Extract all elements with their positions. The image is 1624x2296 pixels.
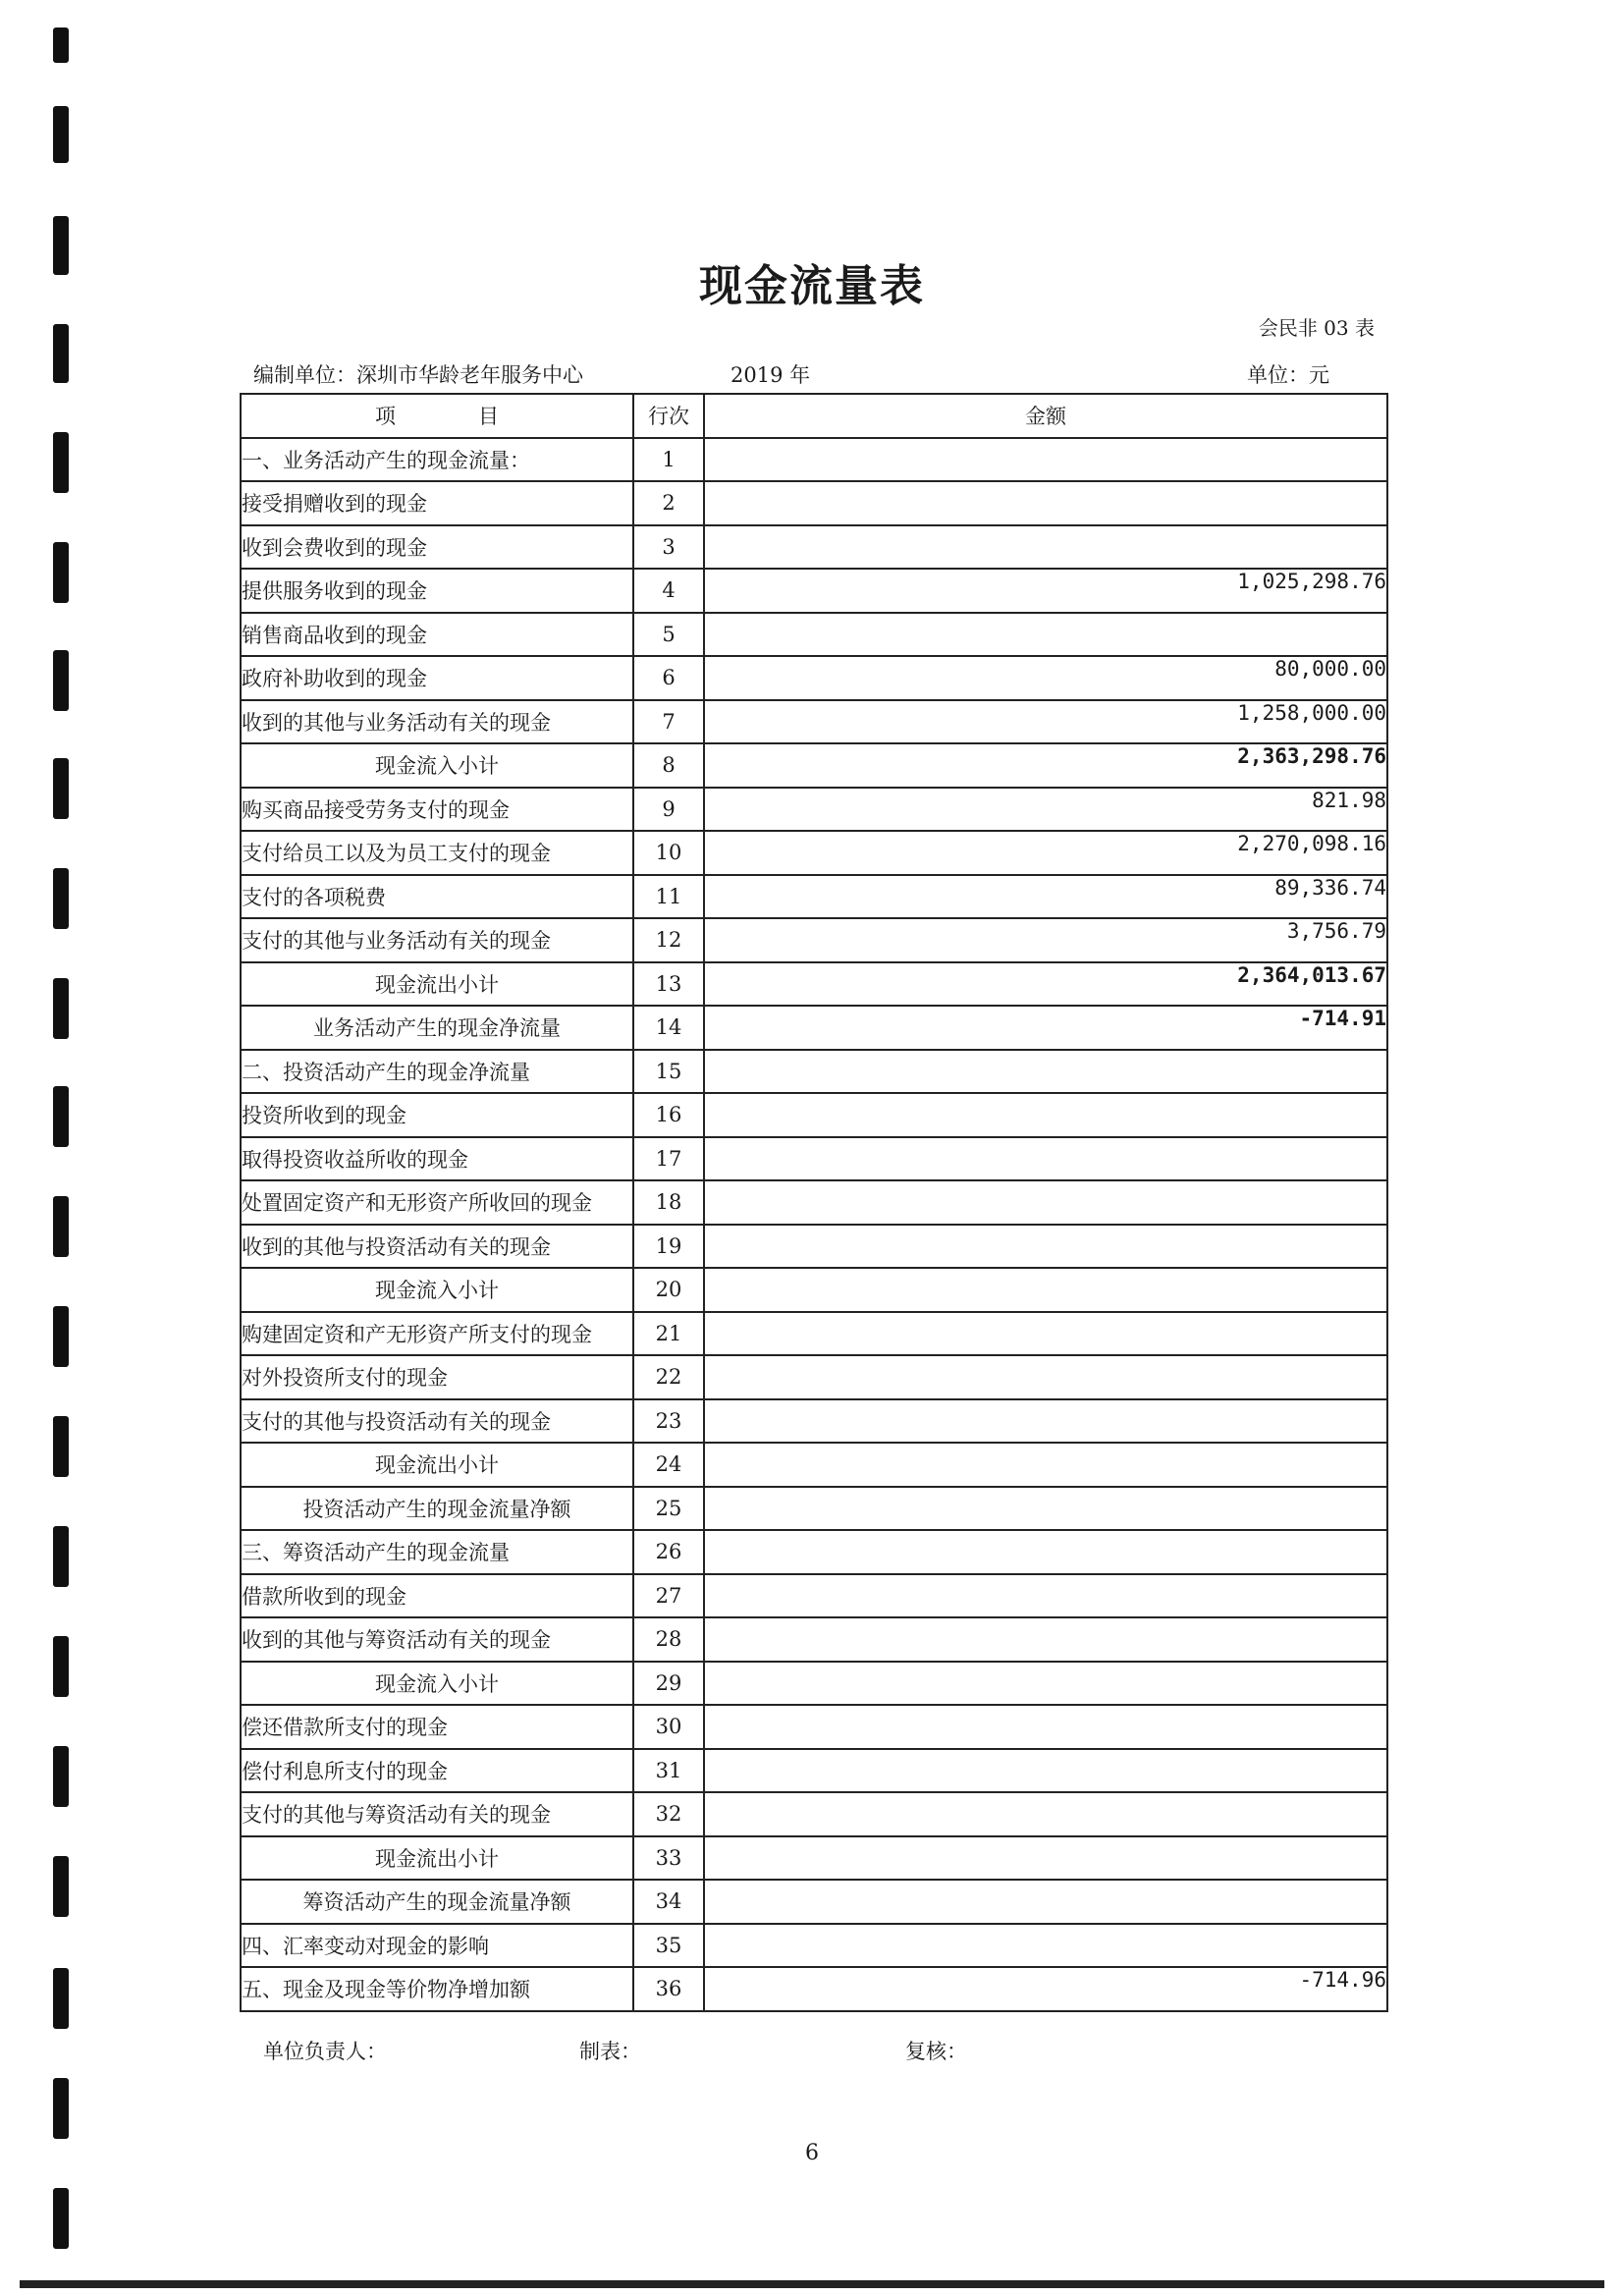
binding-mark: [53, 758, 69, 819]
row-amount: [704, 613, 1387, 657]
table-row: [241, 918, 1387, 962]
row-amount: [704, 1792, 1387, 1836]
row-amount: 2,270,098.16: [704, 831, 1387, 875]
row-line-number: 35: [633, 1924, 704, 1968]
row-item: 收到的其他与投资活动有关的现金: [241, 1225, 633, 1269]
row-line-number: 31: [633, 1749, 704, 1793]
row-item: 四、汇率变动对现金的影响: [241, 1924, 633, 1968]
row-item: 对外投资所支付的现金: [241, 1355, 633, 1399]
row-line-number: 16: [633, 1093, 704, 1137]
row-line-number: 26: [633, 1530, 704, 1574]
row-item: 现金流出小计: [241, 1443, 633, 1487]
row-amount: [704, 1749, 1387, 1793]
row-item: 现金流出小计: [241, 1836, 633, 1881]
row-amount: [704, 1574, 1387, 1618]
row-item: 现金流出小计: [241, 962, 633, 1007]
row-line-number: 21: [633, 1312, 704, 1356]
table-row: [241, 1180, 1387, 1225]
row-item: 五、现金及现金等价物净增加额: [241, 1967, 633, 2011]
row-amount: 3,756.79: [704, 918, 1387, 962]
row-item: 借款所收到的现金: [241, 1574, 633, 1618]
row-item: 收到的其他与业务活动有关的现金: [241, 700, 633, 744]
column-header-amount: 金额: [704, 394, 1387, 438]
row-line-number: 27: [633, 1574, 704, 1618]
row-item: 政府补助收到的现金: [241, 656, 633, 700]
row-line-number: 13: [633, 962, 704, 1007]
row-item: 二、投资活动产生的现金净流量: [241, 1050, 633, 1094]
row-line-number: 7: [633, 700, 704, 744]
table-row: [241, 1355, 1387, 1399]
table-row: [241, 1880, 1387, 1924]
row-item: 支付的各项税费: [241, 875, 633, 919]
row-line-number: 9: [633, 788, 704, 832]
row-item: 偿付利息所支付的现金: [241, 1749, 633, 1793]
row-amount: [704, 438, 1387, 482]
table-row: [241, 743, 1387, 788]
row-item: 三、筹资活动产生的现金流量: [241, 1530, 633, 1574]
table-row: [241, 613, 1387, 657]
row-line-number: 8: [633, 743, 704, 788]
table-header-row: [241, 394, 1387, 438]
footer-reviewed-by: 复核：: [905, 2040, 967, 2063]
binding-mark: [53, 650, 69, 711]
binding-mark: [53, 542, 69, 603]
row-amount: -714.91: [704, 1006, 1387, 1050]
row-item: 接受捐赠收到的现金: [241, 481, 633, 525]
row-line-number: 15: [633, 1050, 704, 1094]
row-line-number: 14: [633, 1006, 704, 1050]
binding-mark: [53, 1416, 69, 1477]
table-row: [241, 1093, 1387, 1137]
row-amount: [704, 1662, 1387, 1706]
row-line-number: 19: [633, 1225, 704, 1269]
row-line-number: 24: [633, 1443, 704, 1487]
binding-mark: [53, 1196, 69, 1257]
table-row: [241, 481, 1387, 525]
binding-mark: [53, 1636, 69, 1697]
compiling-unit: 编制单位：深圳市华龄老年服务中心: [253, 363, 583, 387]
table-row: [241, 1487, 1387, 1531]
footer-head-of-unit: 单位负责人：: [263, 2040, 387, 2063]
binding-mark: [53, 1306, 69, 1367]
row-amount: 2,364,013.67: [704, 962, 1387, 1007]
row-line-number: 18: [633, 1180, 704, 1225]
row-amount: [704, 1836, 1387, 1881]
row-line-number: 11: [633, 875, 704, 919]
table-row: [241, 1225, 1387, 1269]
row-amount: [704, 1399, 1387, 1444]
row-item: 偿还借款所支付的现金: [241, 1705, 633, 1749]
form-code: 会民非 03 表: [1258, 316, 1375, 340]
row-amount: [704, 525, 1387, 570]
row-line-number: 10: [633, 831, 704, 875]
row-line-number: 17: [633, 1137, 704, 1181]
bottom-rule: [20, 2280, 1604, 2288]
row-amount: 1,025,298.76: [704, 569, 1387, 613]
table-row: [241, 1443, 1387, 1487]
currency-unit: 单位：元: [1247, 363, 1329, 387]
binding-mark: [53, 1968, 69, 2029]
row-amount: [704, 1093, 1387, 1137]
row-item: 购建固定资和产无形资产所支付的现金: [241, 1312, 633, 1356]
binding-mark: [53, 106, 69, 163]
row-line-number: 6: [633, 656, 704, 700]
row-item: 支付的其他与业务活动有关的现金: [241, 918, 633, 962]
row-amount: [704, 481, 1387, 525]
table-row: [241, 1399, 1387, 1444]
row-amount: [704, 1312, 1387, 1356]
row-item: 投资活动产生的现金流量净额: [241, 1487, 633, 1531]
table-row: [241, 1137, 1387, 1181]
row-line-number: 4: [633, 569, 704, 613]
row-amount: [704, 1530, 1387, 1574]
table-row: [241, 788, 1387, 832]
row-amount: -714.96: [704, 1967, 1387, 2011]
binding-mark: [53, 324, 69, 383]
binding-mark: [53, 2188, 69, 2249]
table-row: [241, 569, 1387, 613]
table-row: [241, 656, 1387, 700]
table-row: [241, 1749, 1387, 1793]
row-amount: [704, 1487, 1387, 1531]
table-row: [241, 1617, 1387, 1662]
row-item: 支付的其他与筹资活动有关的现金: [241, 1792, 633, 1836]
table-row: [241, 1662, 1387, 1706]
table-row: [241, 1050, 1387, 1094]
table-row: [241, 525, 1387, 570]
row-amount: [704, 1137, 1387, 1181]
row-amount: 80,000.00: [704, 656, 1387, 700]
row-amount: [704, 1880, 1387, 1924]
cash-flow-table: [240, 393, 1388, 2012]
row-line-number: 30: [633, 1705, 704, 1749]
row-amount: 1,258,000.00: [704, 700, 1387, 744]
table-row: [241, 1924, 1387, 1968]
report-year: 2019 年: [731, 363, 811, 387]
footer-prepared-by: 制表：: [579, 2040, 641, 2063]
row-line-number: 5: [633, 613, 704, 657]
row-amount: [704, 1617, 1387, 1662]
binding-mark: [53, 868, 69, 929]
binding-mark: [53, 1086, 69, 1147]
row-item: 销售商品收到的现金: [241, 613, 633, 657]
row-amount: [704, 1355, 1387, 1399]
row-item: 现金流入小计: [241, 1662, 633, 1706]
table-row: [241, 1530, 1387, 1574]
row-item: 现金流入小计: [241, 743, 633, 788]
row-item: 收到会费收到的现金: [241, 525, 633, 570]
row-amount: 2,363,298.76: [704, 743, 1387, 788]
table-row: [241, 1705, 1387, 1749]
row-amount: [704, 1443, 1387, 1487]
table-row: [241, 1006, 1387, 1050]
table-row: [241, 1967, 1387, 2011]
row-line-number: 36: [633, 1967, 704, 2011]
row-amount: [704, 1268, 1387, 1312]
table-row: [241, 1312, 1387, 1356]
row-amount: 89,336.74: [704, 875, 1387, 919]
row-item: 现金流入小计: [241, 1268, 633, 1312]
row-item: 业务活动产生的现金净流量: [241, 1006, 633, 1050]
page-title: 现金流量表: [699, 261, 925, 311]
row-item: 取得投资收益所收的现金: [241, 1137, 633, 1181]
table-row: [241, 1836, 1387, 1881]
row-line-number: 28: [633, 1617, 704, 1662]
row-item: 支付给员工以及为员工支付的现金: [241, 831, 633, 875]
row-line-number: 33: [633, 1836, 704, 1881]
row-item: 购买商品接受劳务支付的现金: [241, 788, 633, 832]
row-line-number: 2: [633, 481, 704, 525]
row-line-number: 20: [633, 1268, 704, 1312]
column-header-item: 项 目: [241, 394, 633, 438]
row-line-number: 1: [633, 438, 704, 482]
table-row: [241, 1268, 1387, 1312]
row-amount: [704, 1225, 1387, 1269]
row-line-number: 25: [633, 1487, 704, 1531]
row-line-number: 34: [633, 1880, 704, 1924]
row-item: 投资所收到的现金: [241, 1093, 633, 1137]
row-item: 提供服务收到的现金: [241, 569, 633, 613]
row-amount: [704, 1180, 1387, 1225]
row-item: 支付的其他与投资活动有关的现金: [241, 1399, 633, 1444]
binding-mark: [53, 1526, 69, 1587]
binding-mark: [53, 432, 69, 493]
table-row: [241, 700, 1387, 744]
row-line-number: 12: [633, 918, 704, 962]
row-item: 一、业务活动产生的现金流量：: [241, 438, 633, 482]
row-line-number: 23: [633, 1399, 704, 1444]
row-item: 收到的其他与筹资活动有关的现金: [241, 1617, 633, 1662]
page-number: 6: [805, 2141, 819, 2165]
column-header-line: 行次: [633, 394, 704, 438]
table-row: [241, 1574, 1387, 1618]
row-amount: [704, 1924, 1387, 1968]
row-amount: [704, 1050, 1387, 1094]
binding-mark: [53, 27, 69, 63]
table-row: [241, 438, 1387, 482]
row-amount: [704, 1705, 1387, 1749]
row-line-number: 32: [633, 1792, 704, 1836]
row-line-number: 22: [633, 1355, 704, 1399]
table-row: [241, 831, 1387, 875]
row-line-number: 3: [633, 525, 704, 570]
table-row: [241, 1792, 1387, 1836]
row-amount: 821.98: [704, 788, 1387, 832]
binding-mark: [53, 978, 69, 1039]
binding-mark: [53, 2078, 69, 2139]
table-row: [241, 875, 1387, 919]
binding-mark: [53, 1856, 69, 1917]
binding-mark: [53, 1746, 69, 1807]
table-body: [241, 438, 1387, 2011]
row-item: 筹资活动产生的现金流量净额: [241, 1880, 633, 1924]
table-row: [241, 962, 1387, 1007]
row-line-number: 29: [633, 1662, 704, 1706]
row-item: 处置固定资产和无形资产所收回的现金: [241, 1180, 633, 1225]
